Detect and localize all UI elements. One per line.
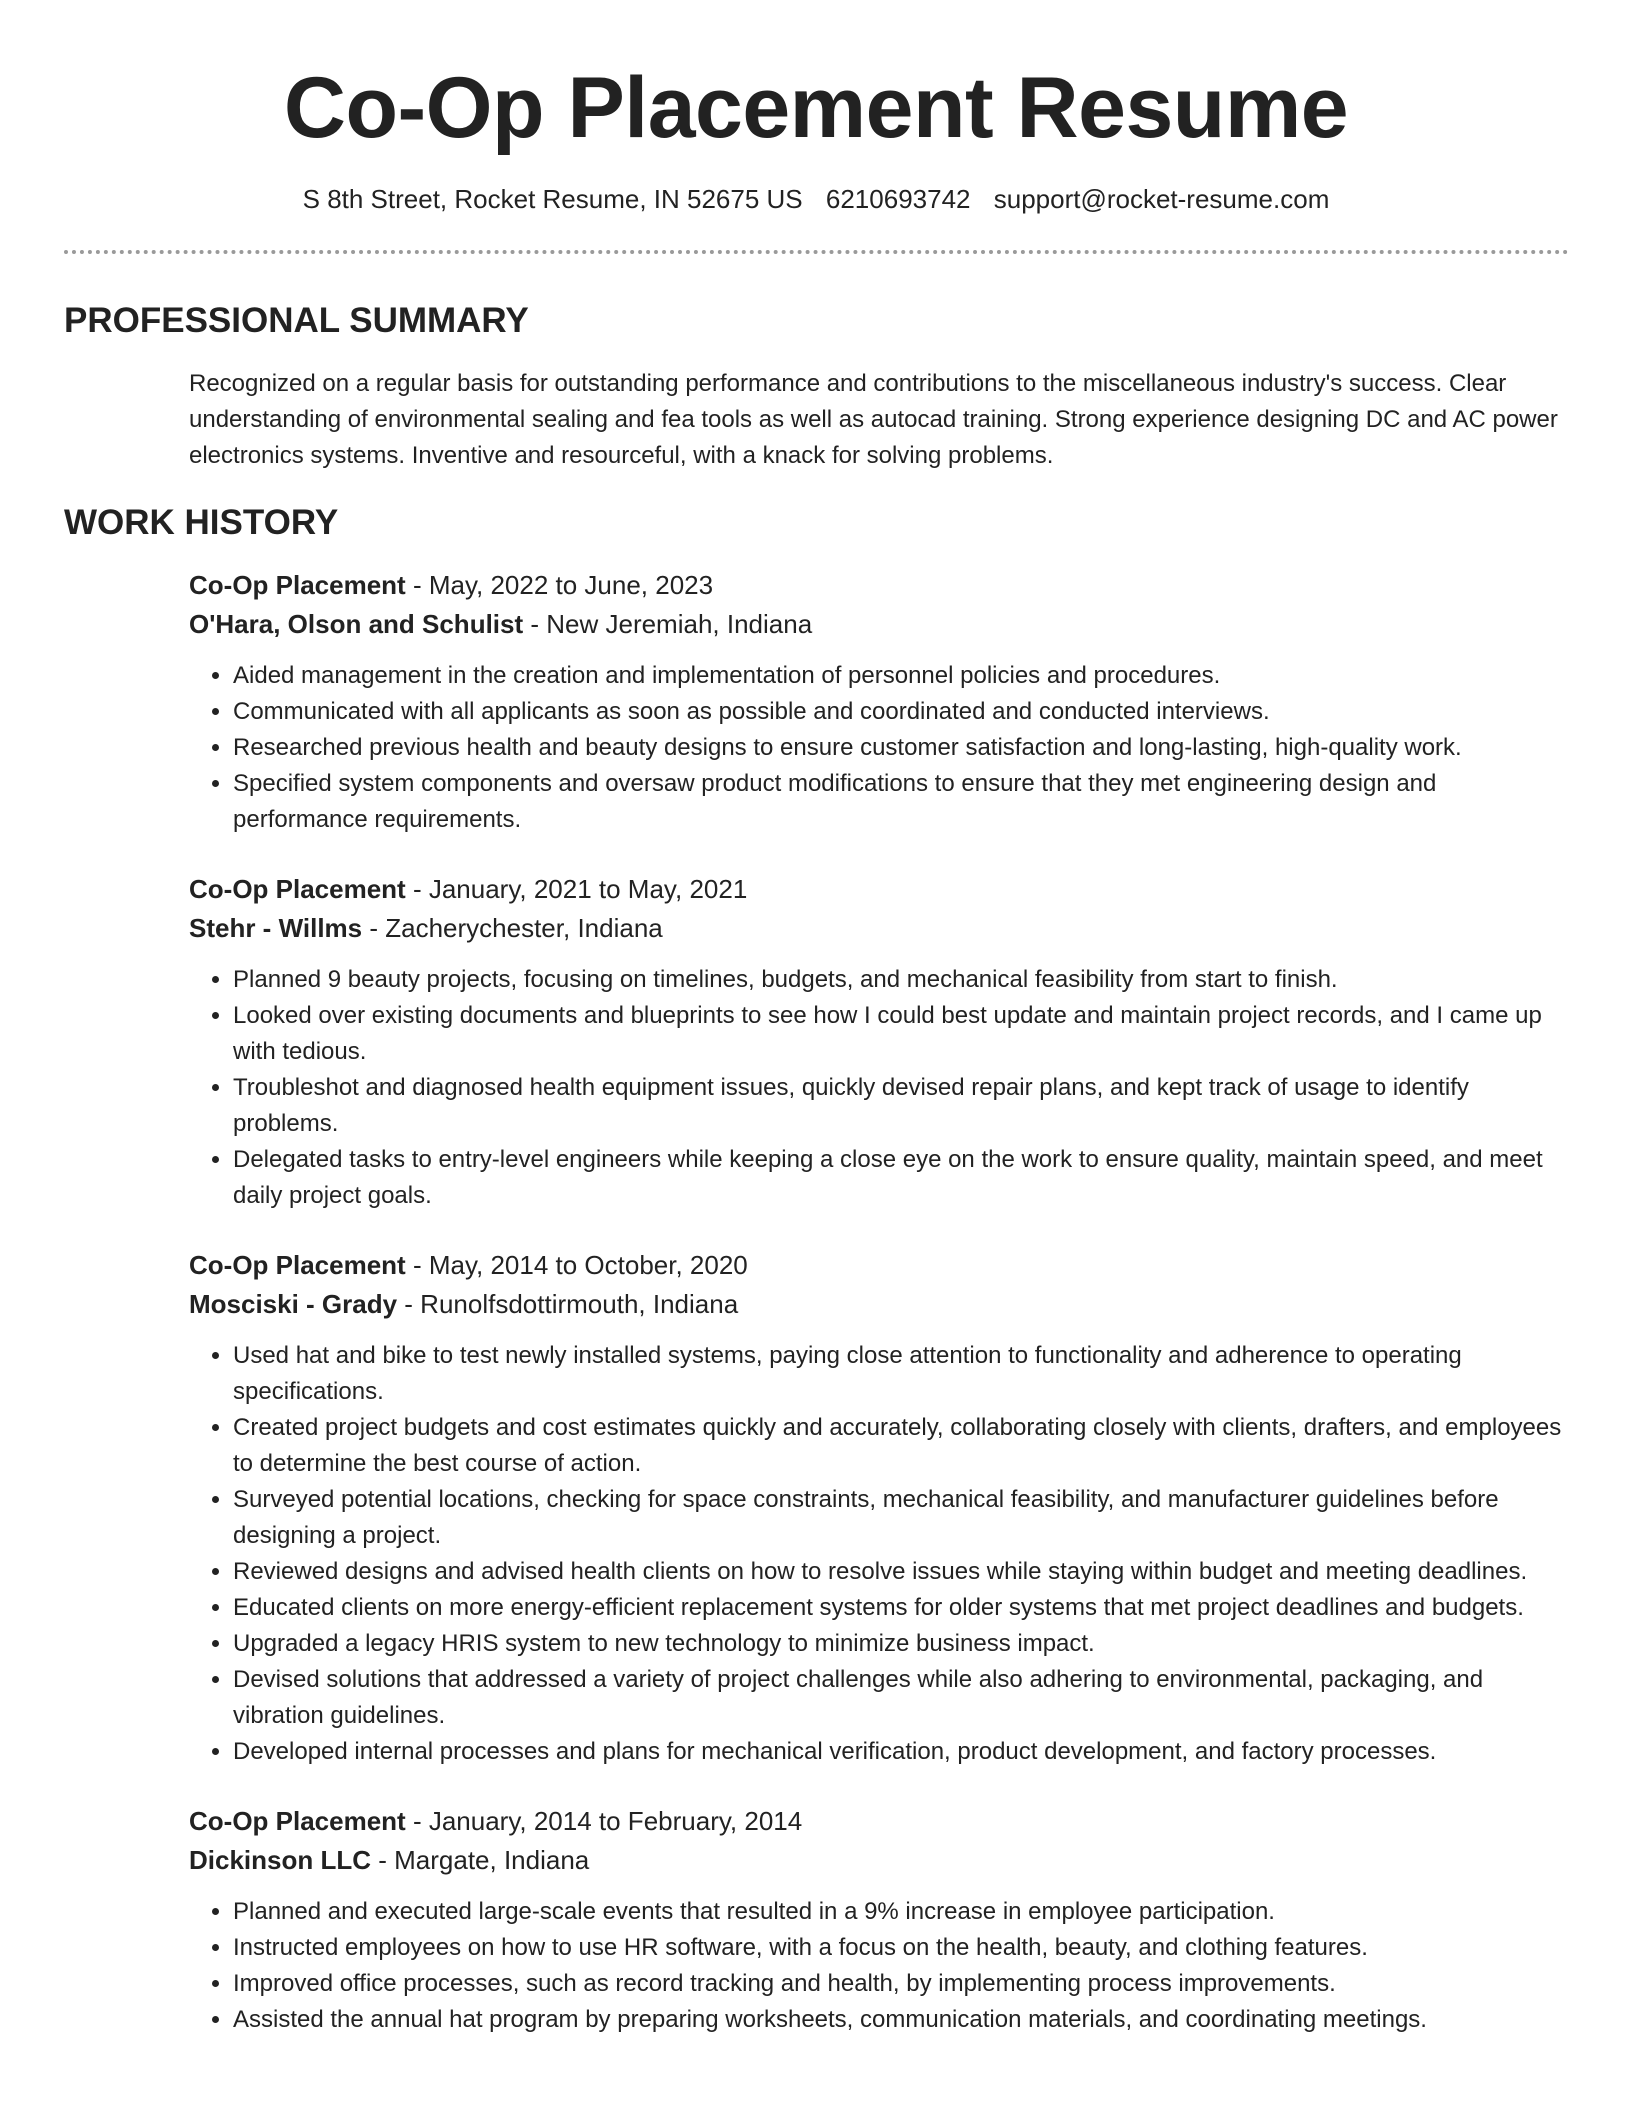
contact-line (0, 181, 1632, 217)
job-title-line (189, 566, 1574, 605)
job-company-line (189, 1285, 1574, 1324)
job-company-line (189, 1841, 1574, 1880)
job-bullet: • Surveyed potential locations, checking for space constraints, mechanical feasibility, and manufacturer guidelines before designing a project. (233, 1482, 1574, 1554)
job-entry (189, 1802, 1574, 2038)
job-bullet: • Researched previous health and beauty designs to ensure customer satisfaction and long-lasting, high-quality work. (233, 730, 1574, 766)
contact-phone: 6210693742 (825, 184, 971, 214)
job-bullet-list (189, 962, 1574, 1214)
resume-title: Co-Op Placement Resume (283, 60, 1349, 156)
job-bullet: • Communicated with all applicants as soon as possible and coordinated and conducted interviews. (233, 694, 1574, 730)
job-bullet: • Assisted the annual hat program by preparing worksheets, communication materials, and coordinating meetings. (233, 2002, 1574, 2038)
work-history-list (189, 566, 1574, 2070)
job-title-line (189, 1246, 1574, 1285)
job-company-line (189, 605, 1574, 644)
job-bullet: • Planned 9 beauty projects, focusing on timelines, budgets, and mechanical feasibility from start to finish. (233, 962, 1574, 998)
job-bullet: • Planned and executed large-scale events that resulted in a 9% increase in employee participation. (233, 1894, 1574, 1930)
job-bullet: • Used hat and bike to test newly installed systems, paying close attention to functionality and adherence to operating specifications. (233, 1338, 1574, 1410)
job-bullet: • Reviewed designs and advised health clients on how to resolve issues while staying within budget and meeting deadlines. (233, 1554, 1574, 1590)
job-bullet: • Looked over existing documents and blueprints to see how I could best update and maintain project records, and I came up with tedious. (233, 998, 1574, 1070)
job-title: Co-Op Placement (189, 570, 406, 600)
job-entry (189, 1246, 1574, 1770)
job-dates: - January, 2021 to May, 2021 (405, 874, 748, 904)
job-title: Co-Op Placement (189, 1250, 406, 1280)
job-bullet: • Created project budgets and cost estimates quickly and accurately, collaborating closely with clients, drafters, and employees to determine the best course of action. (233, 1410, 1574, 1482)
contact-email: support@rocket-resume.com (993, 184, 1330, 214)
job-bullet: • Developed internal processes and plans for mechanical verification, product development, and factory processes. (233, 1734, 1574, 1770)
job-location: - Zacherychester, Indiana (362, 913, 663, 943)
job-bullet: • Improved office processes, such as record tracking and health, by implementing process improvements. (233, 1966, 1574, 2002)
job-bullet: • Delegated tasks to entry-level engineers while keeping a close eye on the work to ensure quality, maintain speed, and meet daily project goals. (233, 1142, 1574, 1214)
job-bullet-list (189, 1894, 1574, 2038)
header-divider (64, 250, 1569, 254)
job-bullet: • Specified system components and oversaw product modifications to ensure that they met engineering design and performance requirements. (233, 766, 1574, 838)
job-title: Co-Op Placement (189, 874, 406, 904)
job-bullet: • Upgraded a legacy HRIS system to new technology to minimize business impact. (233, 1626, 1574, 1662)
job-title-line (189, 1802, 1574, 1841)
job-dates: - May, 2022 to June, 2023 (405, 570, 714, 600)
job-bullet: • Educated clients on more energy-efficient replacement systems for older systems that met project deadlines and budgets. (233, 1590, 1574, 1626)
job-bullet: • Aided management in the creation and implementation of personnel policies and procedures. (233, 658, 1574, 694)
job-title-line (189, 870, 1574, 909)
job-location: - New Jeremiah, Indiana (523, 609, 813, 639)
job-title: Co-Op Placement (189, 1806, 406, 1836)
job-entry (189, 870, 1574, 1214)
job-company: Mosciski - Grady (189, 1289, 398, 1319)
job-company: Stehr - Willms (189, 913, 363, 943)
job-dates: - May, 2014 to October, 2020 (405, 1250, 748, 1280)
job-bullet: • Troubleshot and diagnosed health equipment issues, quickly devised repair plans, and kept track of usage to identify problems. (233, 1070, 1574, 1142)
job-company: O'Hara, Olson and Schulist (189, 609, 524, 639)
job-entry (189, 566, 1574, 838)
job-location: - Margate, Indiana (371, 1845, 590, 1875)
job-bullet: • Devised solutions that addressed a variety of project challenges while also adhering to environmental, packaging, and vibration guidelines. (233, 1662, 1574, 1734)
job-bullet: • Instructed employees on how to use HR software, with a focus on the health, beauty, and clothing features. (233, 1930, 1574, 1966)
job-company-line (189, 909, 1574, 948)
job-company: Dickinson LLC (189, 1845, 372, 1875)
summary-text: Recognized on a regular basis for outstanding performance and contributions to the miscellaneous industry's success. Clear understanding of environmental sealing and fea tools as well as autocad training. Strong experience designing DC and AC power electronics systems. Inventive and resourceful, with a knack for solving problems. (189, 370, 1558, 469)
contact-address: S 8th Street, Rocket Resume, IN 52675 US (302, 184, 803, 214)
job-location: - Runolfsdottirmouth, Indiana (397, 1289, 739, 1319)
job-bullet-list (189, 1338, 1574, 1770)
job-bullet-list (189, 658, 1574, 838)
summary-heading: PROFESSIONAL SUMMARY (64, 301, 529, 340)
work-history-heading: WORK HISTORY (64, 503, 339, 542)
job-dates: - January, 2014 to February, 2014 (405, 1806, 803, 1836)
